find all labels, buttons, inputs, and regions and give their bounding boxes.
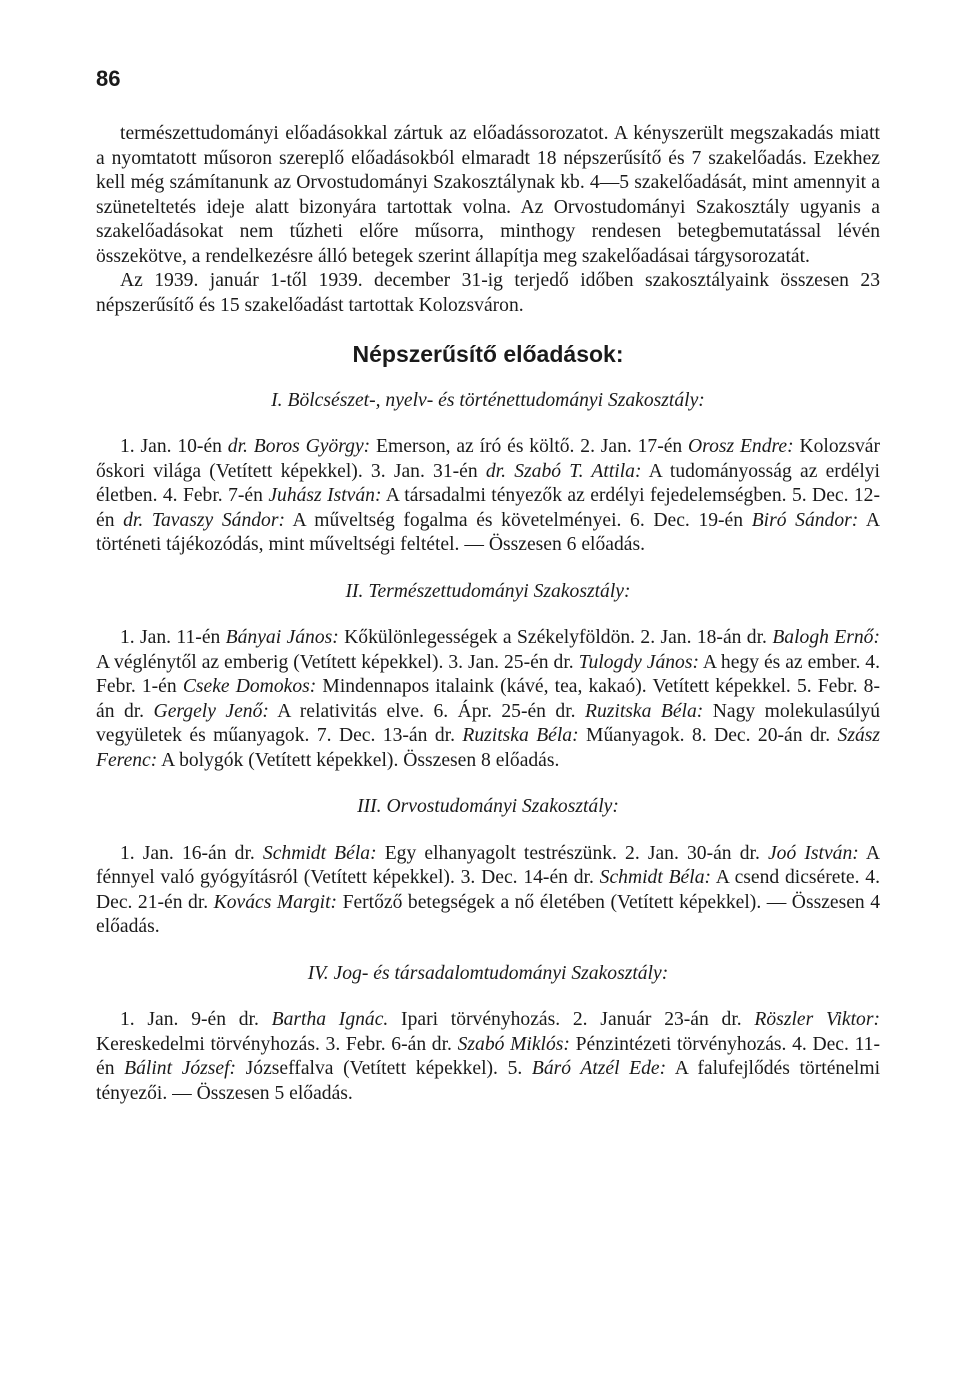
section-body — [96, 435, 880, 558]
lecture-text: Mindennapos italaink (kávé, tea, kakaó). Vetített képekkel. 5. Febr. 8-án dr. — [96, 676, 880, 722]
lecture-text: Kolozsvár őskori világa (Vetített képekkel). 3. Jan. 31-én — [96, 436, 880, 482]
section-2 — [96, 580, 880, 774]
lecturer-name: dr. Tavaszy Sándor: — [123, 509, 285, 531]
section-body — [96, 842, 880, 940]
lecture-text: A tudományosság az erdélyi életben. 4. Febr. 7-én — [96, 460, 880, 506]
lecturer-name: Ruzitska Béla: — [585, 700, 704, 722]
page-content — [96, 122, 880, 1128]
lecturer-name: Szász Ferenc: — [96, 725, 880, 771]
lecturer-name: Balogh Ernő: — [772, 627, 880, 648]
lecture-text: A társadalmi tényezők az erdélyi fejedelemségben. 5. Dec. 12-én — [96, 485, 880, 531]
lecture-text: 1. Jan. 11-én — [120, 627, 226, 648]
section-1 — [96, 389, 880, 558]
lecture-text: A hegy és az ember. 4. Febr. 1-én — [96, 651, 880, 697]
page-number: 86 — [96, 66, 121, 91]
section-3 — [96, 795, 880, 940]
section-title: IV. Jog- és társadalomtudományi Szakosztály: — [307, 962, 669, 984]
lecturer-name: dr. Szabó T. Attila: — [485, 460, 642, 482]
lecture-text: Ipari törvényhozás. 2. Január 23-án dr. — [388, 1009, 755, 1030]
lecture-text: A falufejlődés történelmi tényezői. — Összesen 5 előadás. — [96, 1058, 881, 1104]
lecturer-name: Báró Atzél Ede: — [531, 1058, 667, 1079]
lecturer-name: Schmidt Béla: — [262, 842, 377, 864]
lecturer-name: Orosz Endre: — [688, 436, 794, 457]
section-4 — [96, 962, 880, 1107]
lecturer-name: Schmidt Béla: — [599, 867, 712, 888]
lecture-text: Egy elhanyagolt testrészünk. 2. Jan. 30-án dr. — [376, 842, 768, 864]
lecture-text: A relativitás elve. 6. Ápr. 25-én dr. — [268, 700, 585, 722]
lecturer-name: Kovács Margit: — [213, 891, 338, 913]
section-title: III. Orvostudományi Szakosztály: — [357, 796, 619, 817]
lecture-text: A csend dicsérete. 4. Dec. 21-én dr. — [96, 867, 880, 913]
lecture-text: Műanyagok. 8. Dec. 20-án dr. — [578, 725, 838, 746]
lecturer-name: Biró Sándor: — [751, 509, 859, 531]
lecturer-name: dr. Boros György: — [227, 436, 371, 457]
lecturer-name: Cseke Domokos: — [182, 676, 317, 697]
lecture-text: 1. Jan. 9-én dr. — [120, 1009, 272, 1030]
section-body — [96, 1008, 880, 1106]
lecturer-name: Bartha Ignác. — [271, 1009, 389, 1030]
lecture-text: A bolygók (Vetített képekkel). Összesen 8 előadás. — [157, 749, 560, 771]
lecturer-name: Ruzitska Béla: — [462, 725, 579, 746]
intro-paragraph-2: Az 1939. január 1-től 1939. december 31-ig terjedő időben szakosztályaink összesen 23 népszerűsítő és 15 szakelőadást tartottak Kolozsváron. — [96, 270, 880, 316]
section-body — [96, 626, 880, 773]
lecture-text: Józseffalva (Vetített képekkel). 5. — [236, 1058, 532, 1079]
lecturer-name: Tulogdy János: — [578, 651, 699, 673]
lecturer-name: Szabó Miklós: — [457, 1033, 570, 1055]
lecturer-name: Bányai János: — [225, 627, 339, 648]
lecturer-name: Gergely Jenő: — [153, 700, 269, 722]
lecturer-name: Röszler Viktor: — [754, 1009, 880, 1030]
lecture-text: Fertőző betegségek a nő életében (Vetített képekkel). — Összesen 4 előadás. — [96, 891, 880, 937]
lecture-text: A fénnyel való gyógyításról (Vetített képekkel). 3. Dec. 14-én dr. — [96, 842, 880, 888]
lecture-text: A véglénytől az emberig (Vetített képekkel). 3. Jan. 25-én dr. — [96, 651, 579, 673]
lecture-text: Kereskedelmi törvényhozás. 3. Febr. 6-án dr. — [96, 1033, 458, 1055]
lecture-text: A történeti tájékozódás, mint műveltségi feltétel. — Összesen 6 előadás. — [96, 509, 880, 555]
lecture-text: A műveltség fogalma és követelményei. 6. Dec. 19-én — [285, 509, 752, 531]
lecturer-name: Joó István: — [767, 842, 859, 864]
lecture-text: Kőkülönlegességek a Székelyföldön. 2. Jan. 18-án dr. — [338, 627, 773, 648]
section-title: I. Bölcsészet-, nyelv- és történettudományi Szakosztály: — [271, 389, 705, 411]
lecture-text: 1. Jan. 10-én — [120, 436, 228, 457]
section-heading: Népszerűsítő előadások: — [352, 341, 624, 367]
section-title: II. Természettudományi Szakosztály: — [345, 580, 631, 602]
lecturer-name: Bálint József: — [124, 1058, 237, 1079]
lecture-text: Pénzintézeti törvényhozás. 4. Dec. 11-én — [96, 1033, 880, 1079]
lecturer-name: Juhász István: — [268, 485, 382, 506]
lecture-text: Emerson, az író és költő. 2. Jan. 17-én — [370, 436, 689, 457]
lecture-text: Nagy molekulasúlyú vegyületek és műanyagok. 7. Dec. 13-án dr. — [96, 700, 880, 746]
intro-paragraph-1: természettudományi előadásokkal zártuk az előadássorozatot. A kényszerült megszakadás miatt a nyomtatott műsoron szereplő előadásokból elmaradt 18 népszerűsítő és 7 szakelőadás. Ezekhez kell még számítanunk az Orvostudományi Szakosztálynak kb. 4—5 szakelőadását, mint amennyit a szüneteltetés ideje alatt bizonyára tartottak volna. Az Orvostudományi Szakosztály ugyanis a szakelőadásokat nem tűzheti előre műsorra, minthogy rendesen betegbemutatással lévén összekötve, a rendelkezésre álló betegek szerint állapítja meg szakelőadásai tárgysorozatát. — [96, 123, 880, 267]
lecture-text: 1. Jan. 16-án dr. — [120, 842, 263, 864]
